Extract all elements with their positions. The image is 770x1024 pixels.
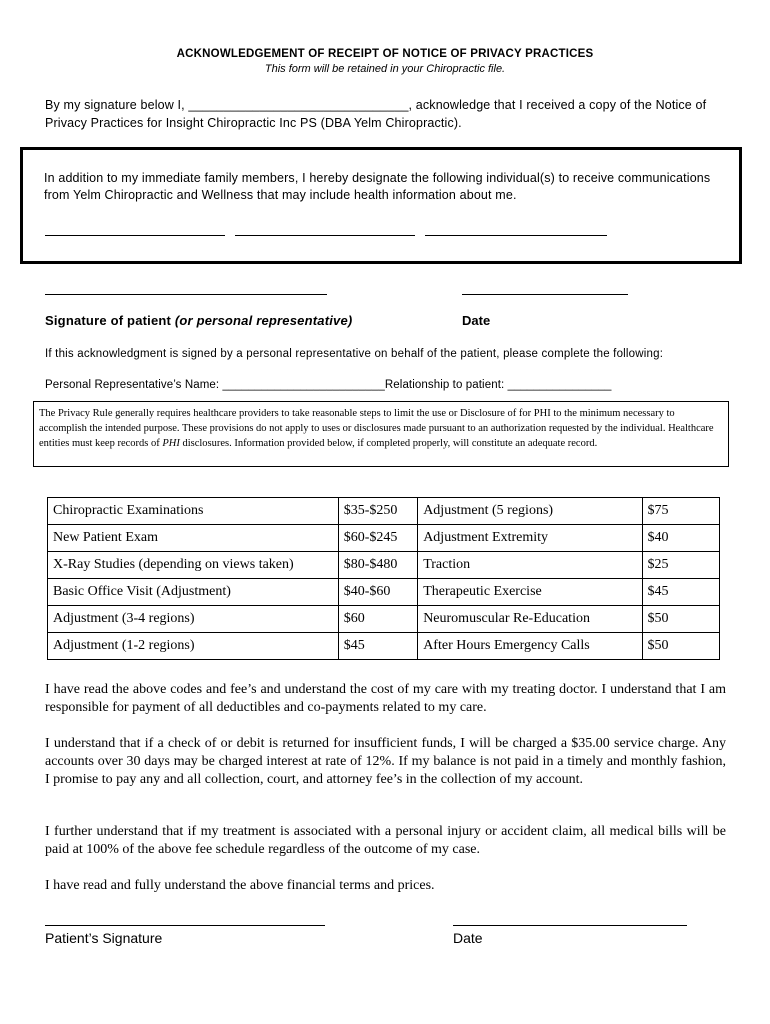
designation-statement: In addition to my immediate family members, I hereby designate the following individual(s) to receive communications from Yelm Chiropractic and Wellness that may include health information about me. bbox=[44, 171, 711, 202]
service-cell: Therapeutic Exercise bbox=[418, 579, 642, 606]
service-cell: Chiropractic Examinations bbox=[48, 498, 339, 525]
price-cell: $25 bbox=[642, 552, 719, 579]
service-cell: Traction bbox=[418, 552, 642, 579]
price-cell: $35-$250 bbox=[338, 498, 417, 525]
patient-signature-label: Signature of patient (or personal representative) bbox=[45, 313, 353, 328]
final-patient-signature-label: Patient’s Signature bbox=[45, 930, 163, 946]
representative-instruction: If this acknowledgment is signed by a personal representative on behalf of the patient, please complete the following: bbox=[45, 348, 664, 360]
financial-terms-agreement: I have read and fully understand the above financial terms and prices. bbox=[45, 878, 435, 893]
privacy-rule-notice: The Privacy Rule generally requires healthcare providers to take reasonable steps to limit the use or Disclosure of for PHI to the minimum necessary to accomplish the intended purpose. These provisions do not apply to uses or disclosures made pursuant to an authorization requested by the individual. Healthcare entities must keep records of PHI disclosures. Information provided below, if completed properly, will constitute an adequate record. bbox=[33, 401, 729, 467]
service-cell: Adjustment (5 regions) bbox=[418, 498, 642, 525]
table-row bbox=[48, 606, 720, 633]
designee-line-3[interactable] bbox=[425, 235, 607, 236]
final-date-line[interactable] bbox=[453, 925, 687, 926]
representative-fields[interactable]: Personal Representative’s Name: _________________________Relationship to patient: ________________ bbox=[45, 379, 612, 391]
designee-line-1[interactable] bbox=[45, 235, 225, 236]
price-cell: $40 bbox=[642, 525, 719, 552]
acknowledgement-statement: By my signature below I, _______________________________, acknowledge that I received a copy of the Notice of Privacy Practices for Insight Chiropractic Inc PS (DBA Yelm Chiropractic). bbox=[45, 98, 707, 130]
table-row bbox=[48, 498, 720, 525]
service-cell: Adjustment (1-2 regions) bbox=[48, 633, 339, 660]
returned-check-paragraph: I understand that if a check of or debit is returned for insufficient funds, I will be charged a $35.00 service charge. Any accounts over 30 days may be charged interest at rate of 12%. If my balance is not paid in a timely and monthly fashion, I promise to pay any and all collection, court, and attorney fee’s in the collection of my account. bbox=[45, 736, 726, 787]
service-cell: New Patient Exam bbox=[48, 525, 339, 552]
date-signature-line[interactable] bbox=[462, 294, 628, 295]
price-cell: $45 bbox=[642, 579, 719, 606]
fee-understanding-paragraph: I have read the above codes and fee’s and understand the cost of my care with my treating doctor. I understand that I am responsible for payment of all deductibles and co-payments related to my care. bbox=[45, 682, 726, 715]
price-cell: $50 bbox=[642, 633, 719, 660]
service-cell: Adjustment (3-4 regions) bbox=[48, 606, 339, 633]
designee-line-2[interactable] bbox=[235, 235, 415, 236]
final-date-label: Date bbox=[453, 930, 483, 946]
service-cell: Neuromuscular Re-Education bbox=[418, 606, 642, 633]
form-title: ACKNOWLEDGEMENT OF RECEIPT OF NOTICE OF PRIVACY PRACTICES bbox=[176, 48, 594, 60]
table-row bbox=[48, 552, 720, 579]
service-cell: Adjustment Extremity bbox=[418, 525, 642, 552]
personal-injury-paragraph: I further understand that if my treatment is associated with a personal injury or accident claim, all medical bills will be paid at 100% of the above fee schedule regardless of the outcome of my case. bbox=[45, 824, 726, 857]
price-cell: $60-$245 bbox=[338, 525, 417, 552]
price-cell: $40-$60 bbox=[338, 579, 417, 606]
price-cell: $50 bbox=[642, 606, 719, 633]
service-cell: After Hours Emergency Calls bbox=[418, 633, 642, 660]
price-cell: $60 bbox=[338, 606, 417, 633]
fee-schedule-table bbox=[47, 497, 720, 660]
table-row bbox=[48, 579, 720, 606]
form-subtitle: This form will be retained in your Chiropractic file. bbox=[264, 63, 506, 75]
price-cell: $75 bbox=[642, 498, 719, 525]
patient-signature-line[interactable] bbox=[45, 294, 327, 295]
date-label: Date bbox=[462, 313, 491, 328]
designation-box bbox=[20, 147, 742, 264]
final-patient-signature-line[interactable] bbox=[45, 925, 325, 926]
service-cell: X-Ray Studies (depending on views taken) bbox=[48, 552, 339, 579]
service-cell: Basic Office Visit (Adjustment) bbox=[48, 579, 339, 606]
price-cell: $45 bbox=[338, 633, 417, 660]
price-cell: $80-$480 bbox=[338, 552, 417, 579]
table-row bbox=[48, 633, 720, 660]
table-row bbox=[48, 525, 720, 552]
